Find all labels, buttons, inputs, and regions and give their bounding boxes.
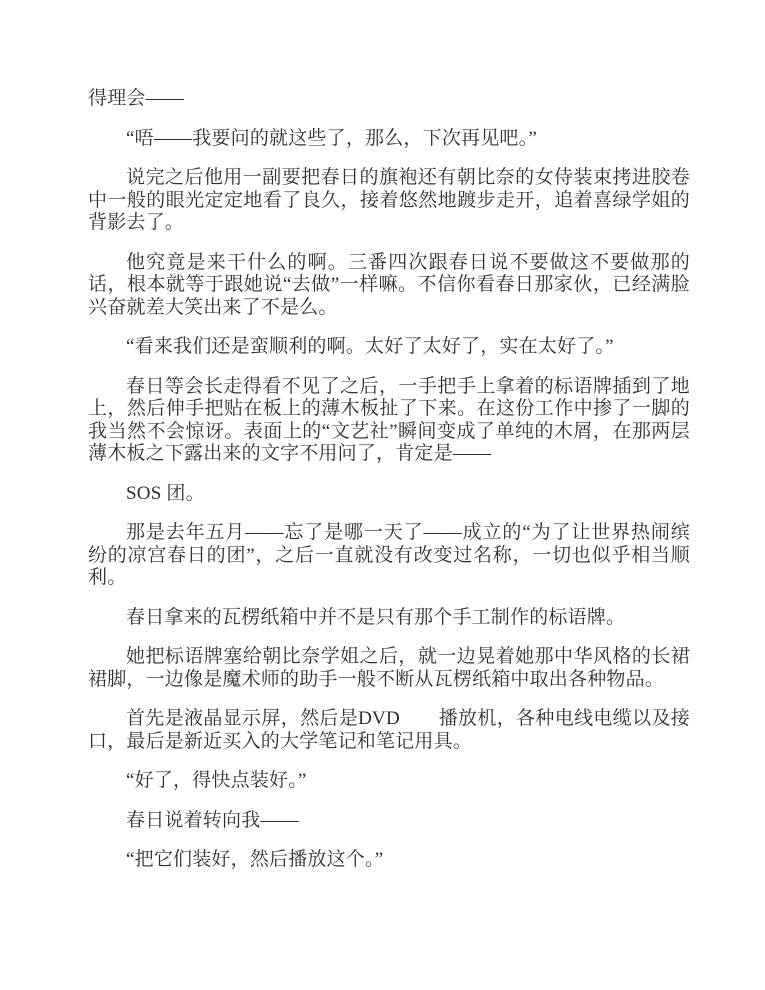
paragraph: 他究竟是来干什么的啊。三番四次跟春日说不要做这不要做那的话，根本就等于跟她说“去做”一样嘛。不信你看春日那家伙，已经满脸兴奋就差大笑出来了不是么。 — [88, 251, 690, 318]
paragraph: “看来我们还是蛮顺利的啊。太好了太好了，实在太好了。” — [126, 336, 614, 357]
paragraph: 春日说着转向我—— — [126, 809, 299, 831]
paragraph: “唔——我要问的就这些了，那么，下次再见吧。” — [126, 127, 537, 149]
paragraph: 她把标语牌塞给朝比奈学姐之后，就一边晃着她那中华风格的长裙裙脚，一边像是魔术师的助手一般不断从瓦楞纸箱中取出各种物品。 — [88, 646, 690, 690]
paragraph: “好了，得快点装好。” — [126, 770, 307, 791]
paragraph: 得理会—— — [88, 88, 185, 109]
novel-text-content — [88, 88, 690, 872]
paragraph: SOS 团。 — [126, 482, 205, 504]
paragraph: 春日等会长走得看不见了之后，一手把手上拿着的标语牌插到了地上，然后伸手把贴在板上的薄木板扯了下来。在这份工作中掺了一脚的我当然不会惊讶。表面上的“文艺社”瞬间变成了单纯的木屑，在那两层薄木板之下露出来的文字不用问了，肯定是—— — [88, 375, 690, 464]
paragraph: 那是去年五月——忘了是哪一天了——成立的“为了让世界热闹缤纷的凉宫春日的团”，之后一直就没有改变过名称，一切也似乎相当顺利。 — [88, 522, 690, 588]
paragraph: 说完之后他用一副要把春日的旗袍还有朝比奈的女侍装束拷进胶卷中一般的眼光定定地看了良久，接着悠然地踱步走开，追着喜绿学姐的背影去了。 — [88, 167, 690, 233]
paragraph: 春日拿来的瓦楞纸箱中并不是只有那个手工制作的标语牌。 — [126, 606, 626, 628]
paragraph: 首先是液晶显示屏，然后是DVD 播放机，各种电线电缆以及接口，最后是新近买入的大学笔记和笔记用具。 — [88, 708, 690, 752]
paragraph: “把它们装好，然后播放这个。” — [126, 849, 384, 870]
